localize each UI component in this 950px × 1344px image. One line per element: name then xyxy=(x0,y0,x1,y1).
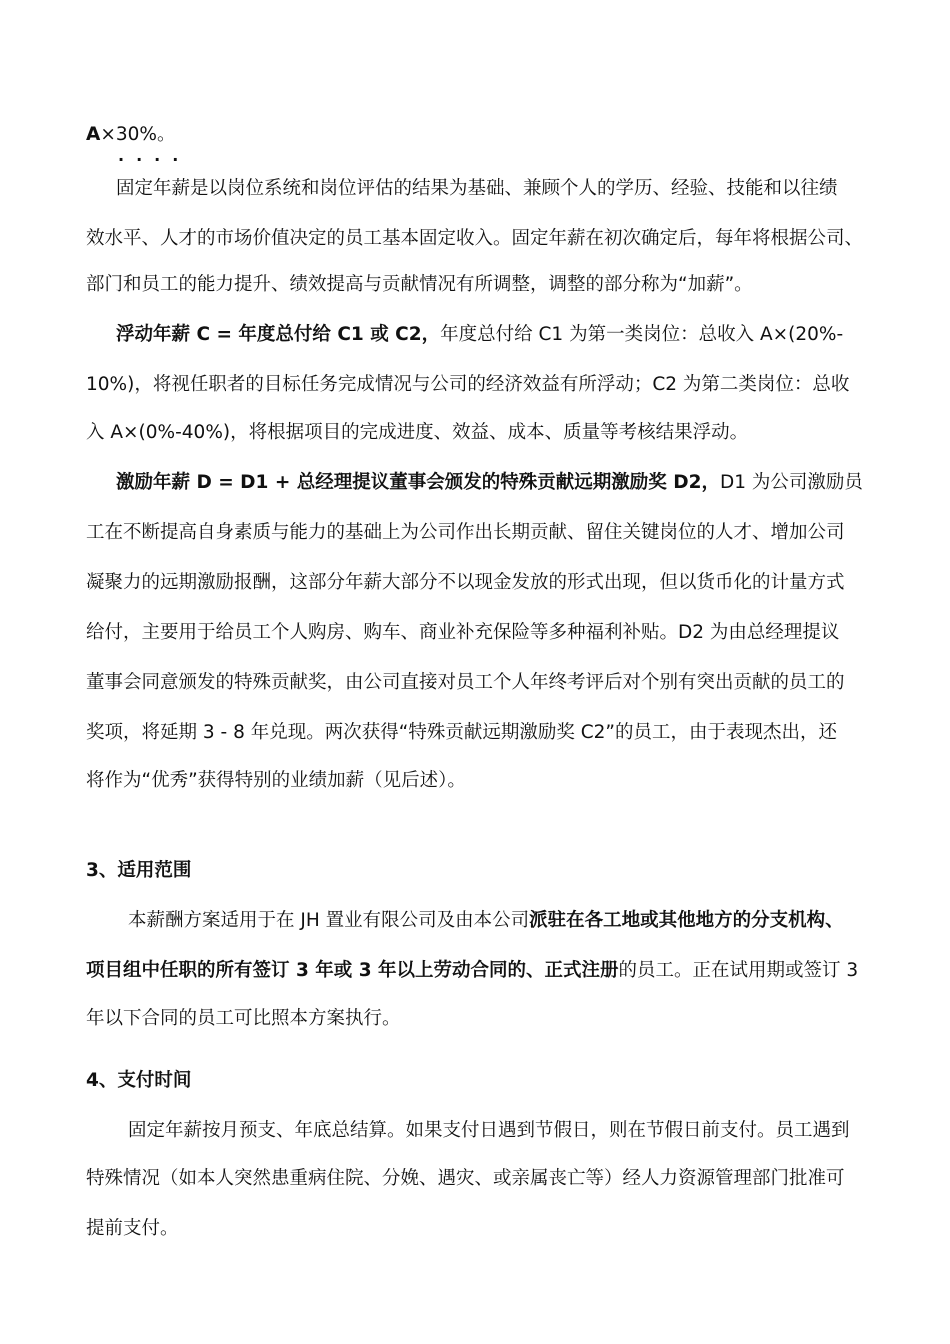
payment-line-2: 特殊情况（如本人突然患重病住院、分娩、遇灾、或亲属丧亡等）经人力资源管理部门批准可 xyxy=(86,1168,845,1189)
incentive-salary-term: 激励年薪 D = D1 + 总经理提议董事会颁发的特殊贡献远期激励奖 D2， xyxy=(116,472,720,493)
incentive-salary-line-6: 奖项，将延期 3 - 8 年兑现。两次获得“特殊贡献远期激励奖 C2”的员工，由于表现杰出，还 xyxy=(86,722,837,743)
scope-text: 本薪酬方案适用于在 JH 置业有限公司及由本公司 xyxy=(128,910,530,931)
floating-salary-line-1 xyxy=(116,320,843,346)
floating-salary-line-3: 入 A×(0%-40%)，将根据项目的完成进度、效益、成本、质量等考核结果浮动。 xyxy=(86,422,749,443)
floating-salary-text: 年度总付给 C1 为第一类岗位：总收入 A×(20%- xyxy=(440,324,844,345)
section-heading-payment: 4、支付时间 xyxy=(86,1070,192,1091)
section-heading-scope: 3、适用范围 xyxy=(86,860,192,881)
incentive-salary-line-1 xyxy=(116,468,863,494)
floating-salary-term: 浮动年薪 C = 年度总付给 C1 或 C2， xyxy=(116,324,441,345)
payment-line-3: 提前支付。 xyxy=(86,1218,179,1239)
scope-line-1 xyxy=(128,906,844,932)
floating-salary-line-2: 10%)，将视任职者的目标任务完成情况与公司的经济效益有所浮动；C2 为第二类岗位：总收 xyxy=(86,374,850,395)
scope-line-2 xyxy=(86,956,858,982)
formula-var: A xyxy=(86,124,101,145)
fixed-salary-line-2: 效水平、人才的市场价值决定的员工基本固定收入。固定年薪在初次确定后，每年将根据公司、 xyxy=(86,228,864,249)
incentive-salary-line-3: 凝聚力的远期激励报酬，这部分年薪大部分不以现金发放的形式出现，但以货币化的计量方式 xyxy=(86,572,845,593)
formula-tail xyxy=(86,120,175,146)
incentive-salary-text: D1 为公司激励员 xyxy=(719,472,863,493)
scope-text-2: 的员工。正在试用期或签订 3 xyxy=(618,960,859,981)
fixed-salary-line-1: 固定年薪是以岗位系统和岗位评估的结果为基础、兼顾个人的学历、经验、技能和以往绩 xyxy=(116,178,838,199)
formula-rest: ×30%。 xyxy=(100,124,176,145)
dot-marks: ···· xyxy=(118,150,191,169)
incentive-salary-line-5: 董事会同意颁发的特殊贡献奖，由公司直接对员工个人年终考评后对个别有突出贡献的员工的 xyxy=(86,672,845,693)
incentive-salary-line-7: 将作为“优秀”获得特别的业绩加薪（见后述）。 xyxy=(86,770,466,791)
scope-emphasis-2: 项目组中任职的所有签订 3 年或 3 年以上劳动合同的、正式注册 xyxy=(86,960,619,981)
payment-line-1: 固定年薪按月预支、年底总结算。如果支付日遇到节假日，则在节假日前支付。员工遇到 xyxy=(128,1120,850,1141)
incentive-salary-line-4: 给付，主要用于给员工个人购房、购车、商业补充保险等多种福利补贴。D2 为由总经理提议 xyxy=(86,622,840,643)
scope-emphasis: 派驻在各工地或其他地方的分支机构、 xyxy=(529,910,844,931)
incentive-salary-line-2: 工在不断提高自身素质与能力的基础上为公司作出长期贡献、留住关键岗位的人才、增加公司 xyxy=(86,522,845,543)
scope-line-3: 年以下合同的员工可比照本方案执行。 xyxy=(86,1008,401,1029)
fixed-salary-line-3: 部门和员工的能力提升、绩效提高与贡献情况有所调整，调整的部分称为“加薪”。 xyxy=(86,274,753,295)
